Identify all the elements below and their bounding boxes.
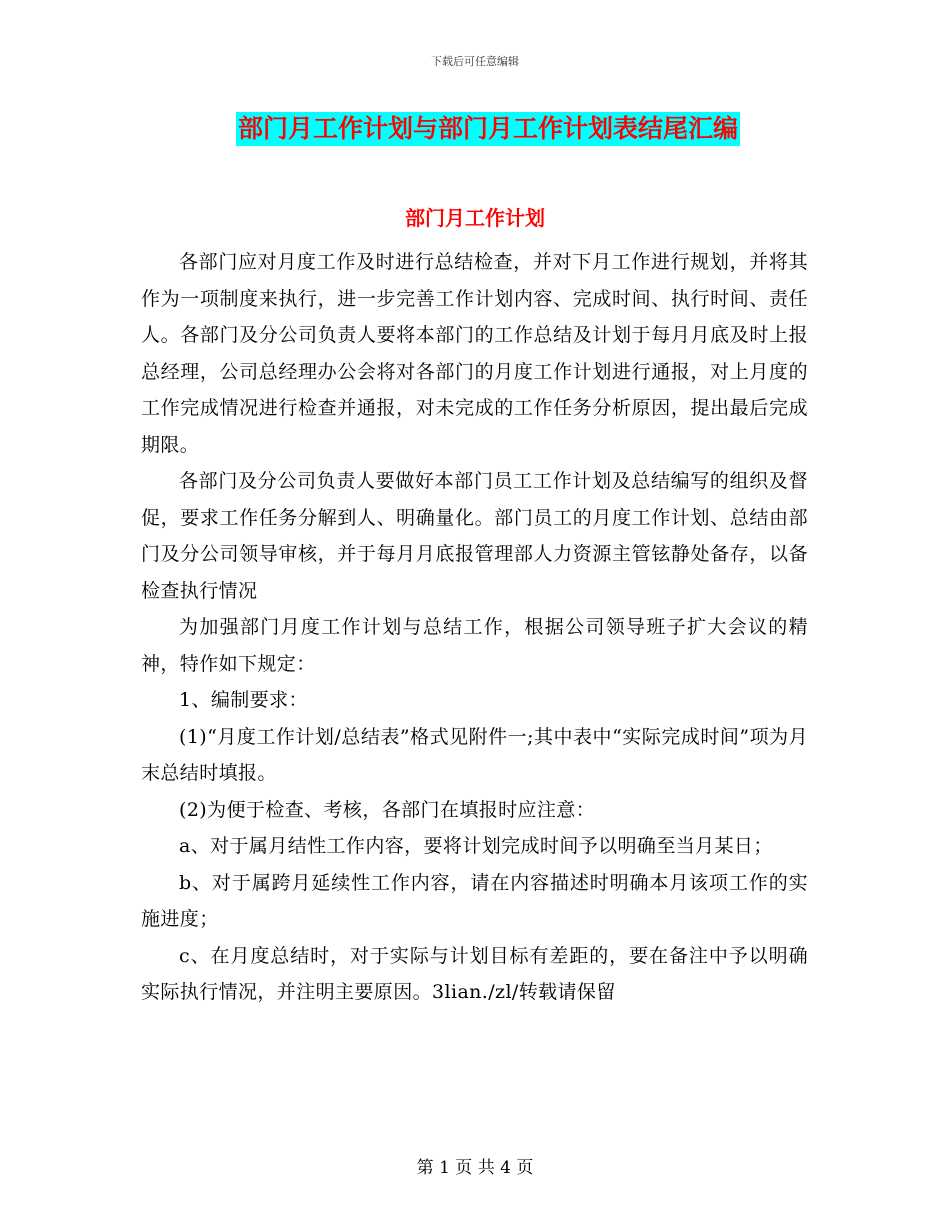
document-body (141, 244, 808, 1011)
paragraph: 各部门应对月度工作及时进行总结检查，并对下月工作进行规划，并将其作为一项制度来执行，进一步完善工作计划内容、完成时间、执行时间、责任人。各部门及分公司负责人要将本部门的工作总结及计划于每月月底及时上报总经理，公司总经理办公会将对各部门的月度工作计划进行通报，对上月度的工作完成情况进行检查并通报，对未完成的工作任务分析原因，提出最后完成期限。 (141, 251, 808, 456)
document-title-container (236, 112, 740, 146)
paragraph: 各部门及分公司负责人要做好本部门员工工作计划及总结编写的组织及督促，要求工作任务分解到人、明确量化。部门员工的月度工作计划、总结由部门及分公司领导审核，并于每月月底报管理部人力资源主管铉静处备存，以备检查执行情况 (141, 470, 808, 602)
paragraph: 为加强部门月度工作计划与总结工作，根据公司领导班子扩大会议的精神，特作如下规定： (141, 616, 808, 675)
page-header-note: 下载后可任意编辑 (431, 55, 519, 68)
paragraph: b、对于属跨月延续性工作内容，请在内容描述时明确本月该项工作的实施进度； (141, 871, 808, 930)
paragraph: a、对于属月结性工作内容，要将计划完成时间予以明确至当月某日； (179, 835, 773, 857)
paragraph: (2)为便于检查、考核，各部门在填报时应注意： (179, 798, 596, 821)
paragraph: 1、编制要求： (179, 689, 308, 711)
paragraph: c、在月度总结时，对于实际与计划目标有差距的，要在备注中予以明确实际执行情况，并注明主要原因。3lian./zl/转载请保留 (141, 944, 808, 1003)
section-title: 部门月工作计划 (405, 206, 545, 230)
page-number-footer: 第 1 页 共 4 页 (416, 1158, 534, 1178)
document-title: 部门月工作计划与部门月工作计划表结尾汇编 (236, 112, 740, 146)
paragraph: (1)“月度工作计划/总结表”格式见附件一;其中表中“实际完成时间”项为月末总结时填报。 (141, 725, 808, 784)
